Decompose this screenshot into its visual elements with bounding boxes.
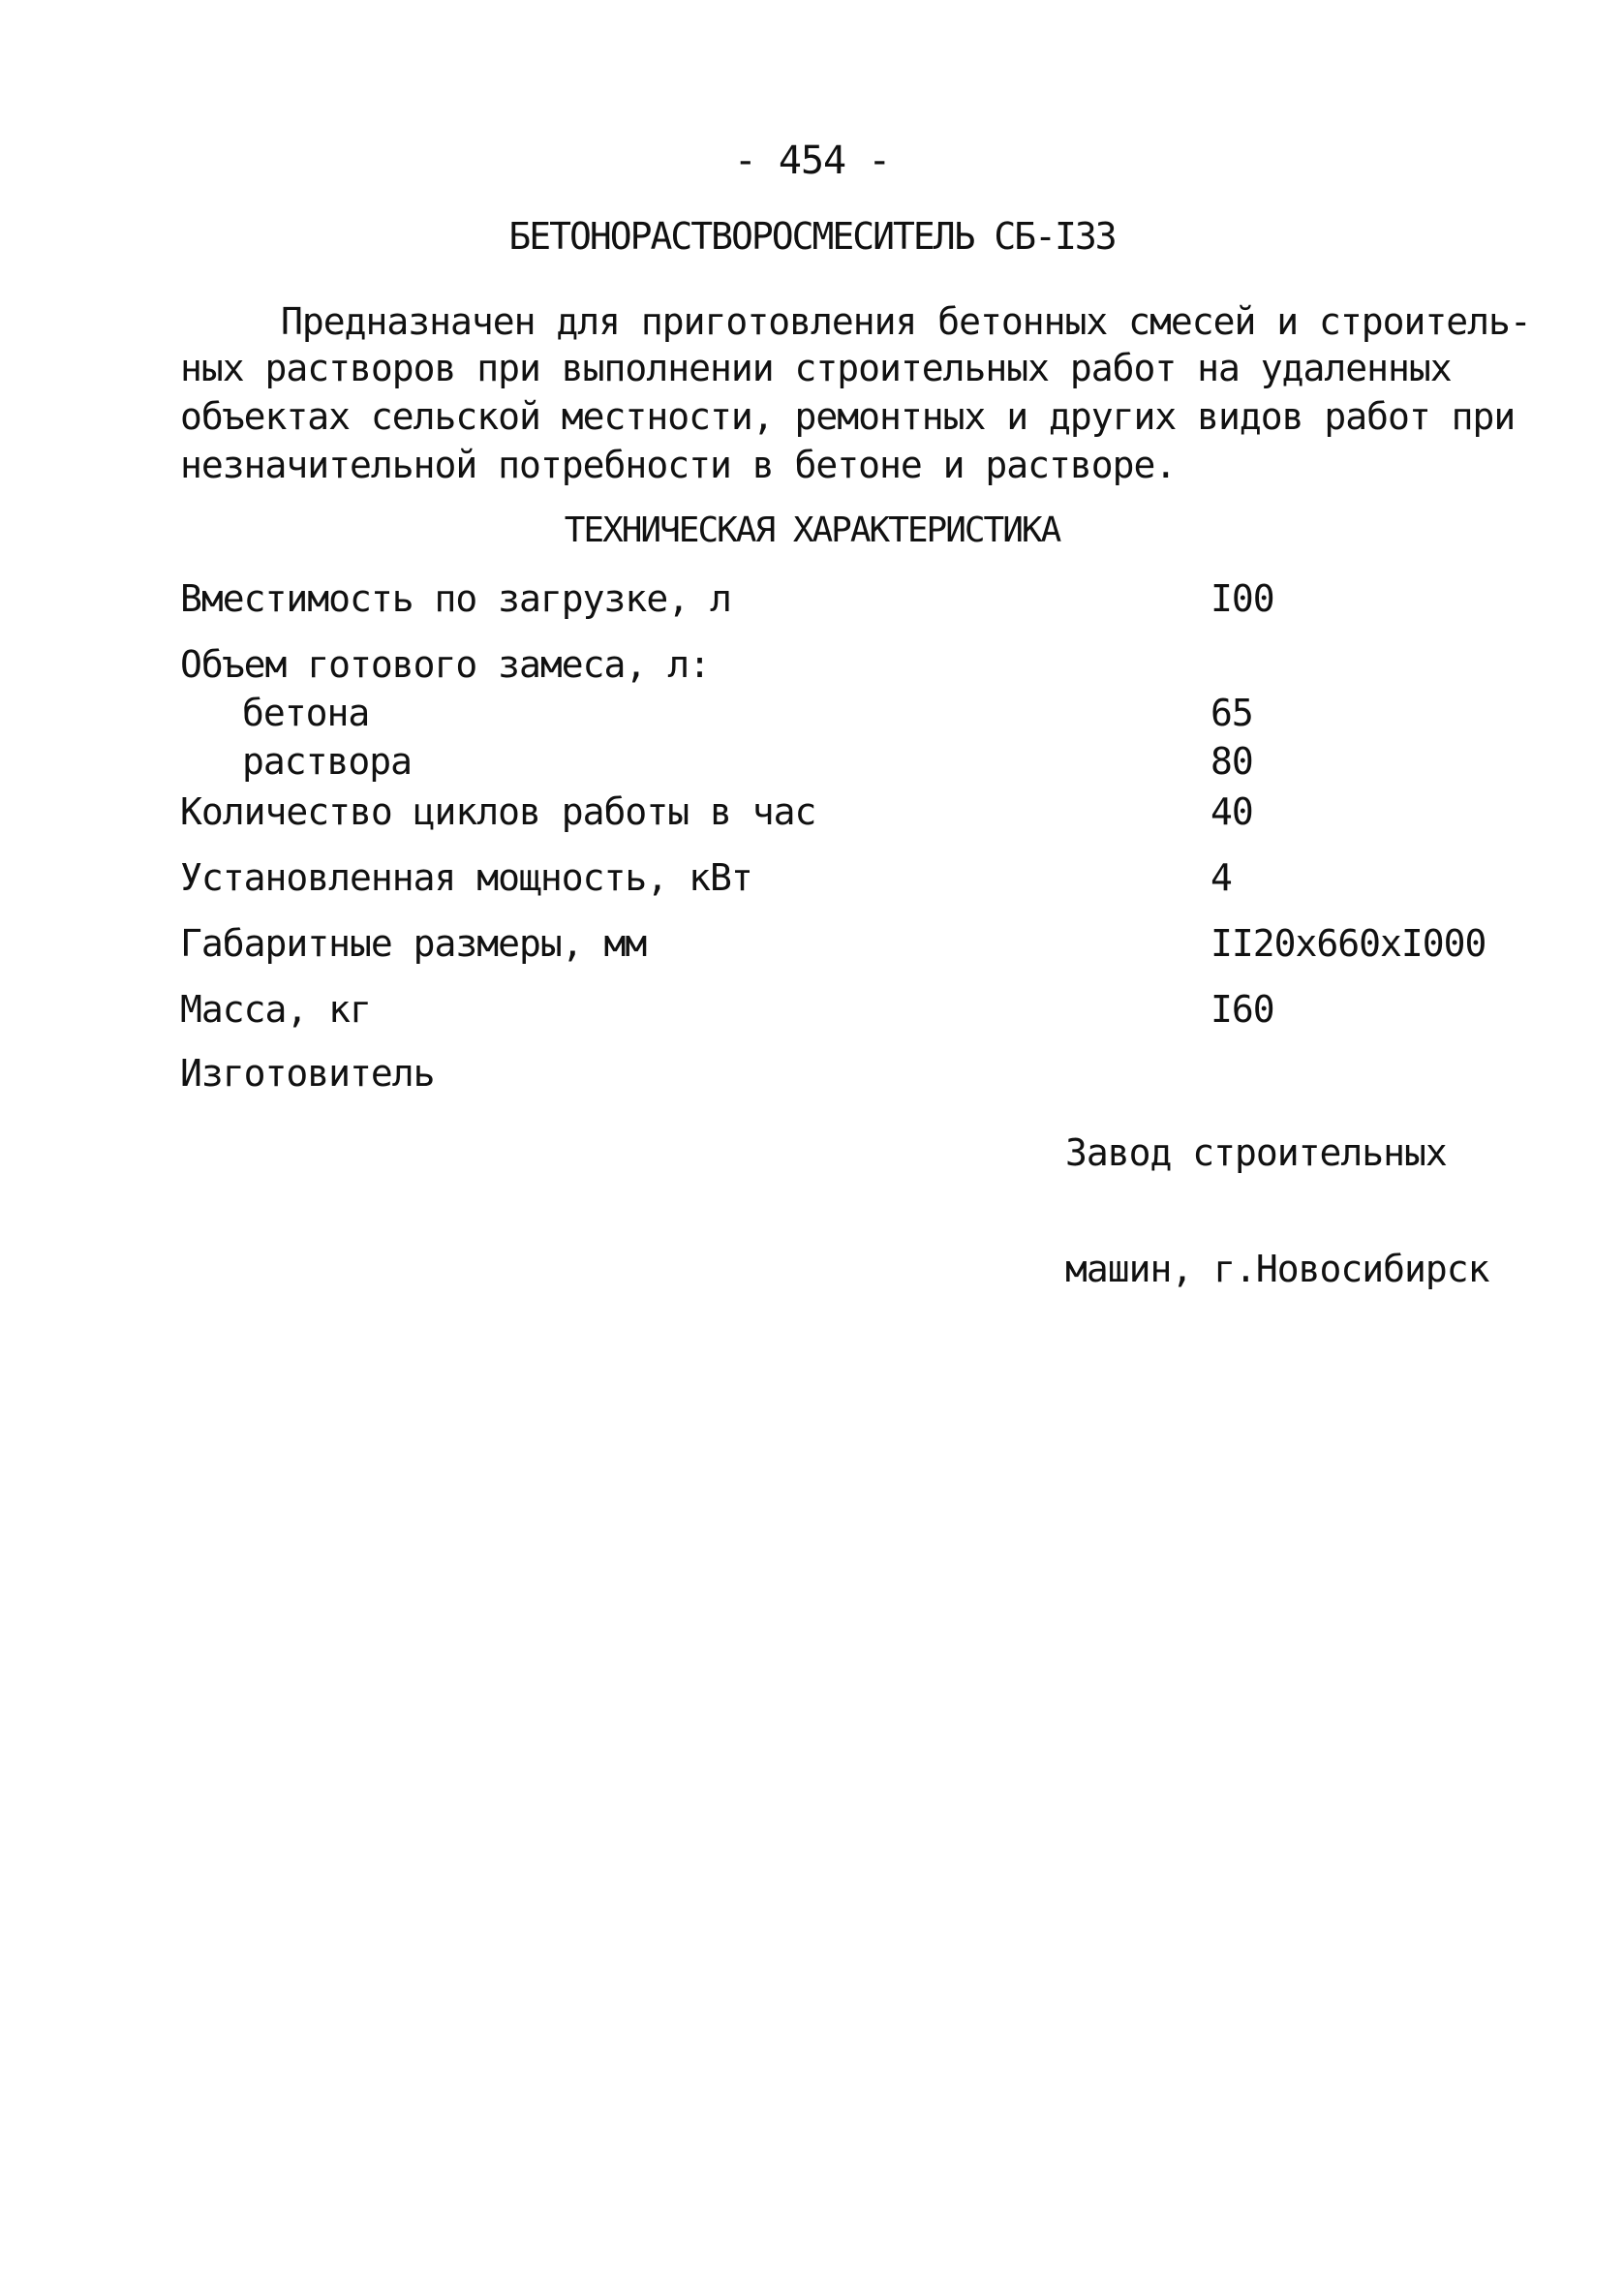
spec-value-concrete: 65 <box>1210 692 1253 734</box>
description-line: незначительной потребности в бетоне и растворе. <box>180 444 1177 486</box>
description-line: объектах сельской местности, ремонтных и других видов работ при <box>180 395 1516 438</box>
specs-section-title: ТЕХНИЧЕСКАЯ ХАРАКТЕРИСТИКА <box>564 510 1060 550</box>
spec-label-mortar: раствора <box>242 740 413 783</box>
page-number: - 454 - <box>733 139 891 183</box>
spec-value-mortar: 80 <box>1210 740 1253 783</box>
spec-value-cycles: 40 <box>1210 790 1253 833</box>
manufacturer-line: Завод строительных <box>1065 1131 1447 1174</box>
spec-value-dimensions: II20x660xI000 <box>1210 922 1486 965</box>
spec-label-capacity: Вместимость по загрузке, л <box>180 577 731 620</box>
spec-value-mass: I60 <box>1210 988 1274 1031</box>
spec-label-batch-volume: Объем готового замеса, л: <box>180 643 710 686</box>
manufacturer-line: машин, г.Новосибирск <box>1065 1248 1489 1290</box>
description-line: Предназначен для приготовления бетонных смесей и строитель- <box>281 300 1531 343</box>
spec-label-dimensions: Габаритные размеры, мм <box>180 922 647 965</box>
spec-label-concrete: бетона <box>242 692 370 734</box>
spec-label-manufacturer: Изготовитель <box>180 1052 435 1095</box>
spec-value-manufacturer <box>1065 1056 1489 1366</box>
spec-label-cycles: Количество циклов работы в час <box>180 790 816 833</box>
document-title: БЕТОНОРАСТВОРОСМЕСИТЕЛЬ СБ-I33 <box>508 215 1116 258</box>
spec-label-mass: Масса, кг <box>180 988 371 1031</box>
spec-value-capacity: I00 <box>1210 577 1274 620</box>
description-line: ных растворов при выполнении строительных работ на удаленных <box>180 347 1452 389</box>
spec-value-power: 4 <box>1210 856 1232 899</box>
spec-label-power: Установленная мощность, кВт <box>180 856 752 899</box>
